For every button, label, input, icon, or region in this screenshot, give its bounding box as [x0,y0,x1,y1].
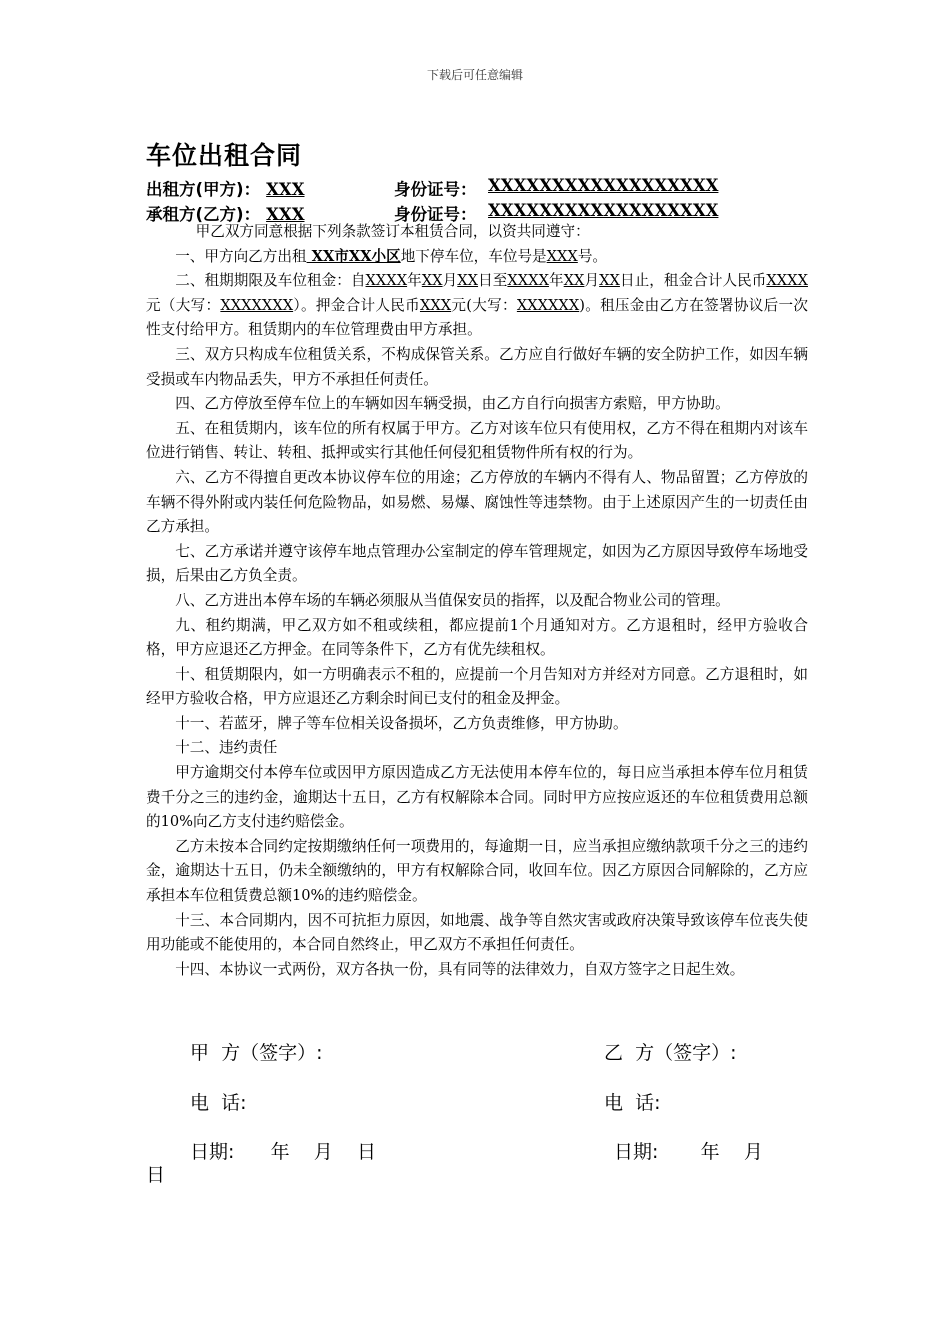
clause-4: 四、乙方停放至停车位上的车辆如因车辆受损，由乙方自行向损害方索赔，甲方协助。 [175,395,730,413]
party-b-date-day: 日 [146,1164,166,1186]
deposit-amount: XXX [419,296,452,314]
end-day: XX [599,272,620,290]
clause-12-party-b: 乙方未按本合同约定按期缴纳任何一项费用的，每逾期一日，应当承担应缴纳款项千分之三的违约金，逾期达十五日，仍未全额缴纳的，甲方有权解除合同，收回车位。因乙方原因合同解除的，乙方应承担本车位租赁费总额10%的违约赔偿金。 [146,837,808,905]
clause-7: 七、乙方承诺并遵守该停车地点管理办公室制定的停车管理规定，如因为乙方原因导致停车场地受损，后果由乙方负全责。 [146,542,808,585]
clause-11: 十一、若蓝牙，牌子等车位相关设备损坏，乙方负责维修，甲方协助。 [175,714,628,732]
clause-2-text: 年 [407,272,422,290]
clause-5: 五、在租赁期内，该车位的所有权属于甲方。乙方对该车位只有使用权，乙方不得在租期内对该车位进行销售、转让、转租、抵押或实行其他任何侵犯租赁物件所有权的行为。 [146,419,808,462]
start-month: XX [421,272,443,290]
start-year: XXXX [365,272,408,290]
clause-12-heading: 十二、违约责任 [175,739,278,757]
clause-2-text: ）。押金合计人民币 [293,296,420,314]
clause-2-text: 元（大写： [146,296,221,314]
space-number: XXX [546,247,578,265]
clause-12-party-a: 甲方逾期交付本停车位或因甲方原因造成乙方无法使用本停车位的，每日应当承担本停车位月租赁费千分之三的违约金，逾期达十五日，乙方有权解除本合同。同时甲方应按应返还的车位租赁费用总额的10%向乙方支付违约赔偿金。 [146,764,808,831]
intro-paragraph: 甲乙双方同意根据下列条款签订本租赁合同，以资共同遵守： [195,223,590,240]
clause-2-text: 二、租期期限及车位租金：自 [175,272,366,290]
rent-amount: XXXX [766,272,808,290]
clause-2-text: 月 [584,272,600,290]
lessee-label: 承租方(乙方)： [146,205,261,224]
lessee-id: XXXXXXXXXXXXXXXXXX [488,201,719,220]
party-b-date-label: 日期: 年 月 [614,1141,763,1163]
party-a-phone-label: 电 话: [190,1092,247,1114]
contract-body [146,220,808,982]
deposit-amount-capital: XXXXXX [516,296,580,314]
lessor-id-label: 身份证号： [394,180,477,199]
lessee-name: XXX [266,205,305,224]
clause-14: 十四、本协议一式两份，双方各执一份，具有同等的法律效力，自双方签字之日起生效。 [175,960,745,978]
clause-2 [146,269,808,343]
header-note: 下载后可任意编辑 [426,68,523,82]
clause-1-text: 一、甲方向乙方出租 [175,247,307,265]
clause-9: 九、租约期满，甲乙双方如不租或续租，都应提前1个月通知对方。乙方退租时，经甲方验收合格，甲方应退还乙方押金。在同等条件下，乙方有优先续租权。 [146,616,808,659]
clause-2-text: 年 [548,272,564,290]
lessor-label: 出租方(甲方)： [146,180,261,199]
clause-10: 十、租赁期限内，如一方明确表示不租的，应提前一个月告知对方并经对方同意。乙方退租时，如经甲方验收合格，甲方应退还乙方剩余时间已支付的租金及押金。 [146,665,808,708]
clause-1-text: 地下停车位，车位号是 [400,247,547,265]
end-month: XX [563,272,585,290]
lessee-id-label: 身份证号： [394,205,477,224]
lessor-line [146,176,719,200]
lessor-name: XXX [266,180,305,199]
clause-2-text: 日至 [478,272,508,290]
clause-2-text: 月 [442,272,458,290]
party-b-signature-label: 乙 方（签字）: [604,1042,737,1064]
clause-1 [146,245,808,270]
clause-6: 六、乙方不得擅自更改本协议停车位的用途；乙方停放的车辆内不得有人、物品留置；乙方停放的车辆不得外附或内装任何危险物品，如易燃、易爆、腐蚀性等违禁物。由于上述原因产生的一切责任由乙方承担。 [146,468,808,536]
clause-2-text: )。租压金由乙方在签署协议后一次性支付给甲方。租赁期内的车位管理费由甲方承担。 [146,296,808,339]
parking-location: XX市XX小区 [306,247,401,265]
end-year: XXXX [507,272,549,290]
clause-8: 八、乙方进出本停车场的车辆必须服从当值保安员的指挥，以及配合物业公司的管理。 [175,591,730,609]
lessor-id: XXXXXXXXXXXXXXXXXX [488,176,719,195]
clause-2-text: 元(大写： [451,296,517,314]
start-day: XX [457,272,479,290]
clause-1-text: 号。 [577,247,608,265]
party-a-signature-label: 甲 方（签字）: [190,1042,323,1064]
rent-amount-capital: XXXXXXX [220,296,294,314]
party-b-phone-label: 电 话: [604,1092,661,1114]
clause-13: 十三、本合同期内，因不可抗拒力原因，如地震、战争等自然灾害或政府决策导致该停车位丧失使用功能或不能使用的，本合同自然终止，甲乙双方不承担任何责任。 [146,911,808,954]
clause-2-text: 日止，租金合计人民币 [619,272,767,290]
contract-title: 车位出租合同 [146,141,303,170]
clause-3: 三、双方只构成车位租赁关系，不构成保管关系。乙方应自行做好车辆的安全防护工作，如因车辆受损或车内物品丢失，甲方不承担任何责任。 [146,345,808,388]
party-a-date-label: 日期: 年 月 日 [190,1141,376,1163]
